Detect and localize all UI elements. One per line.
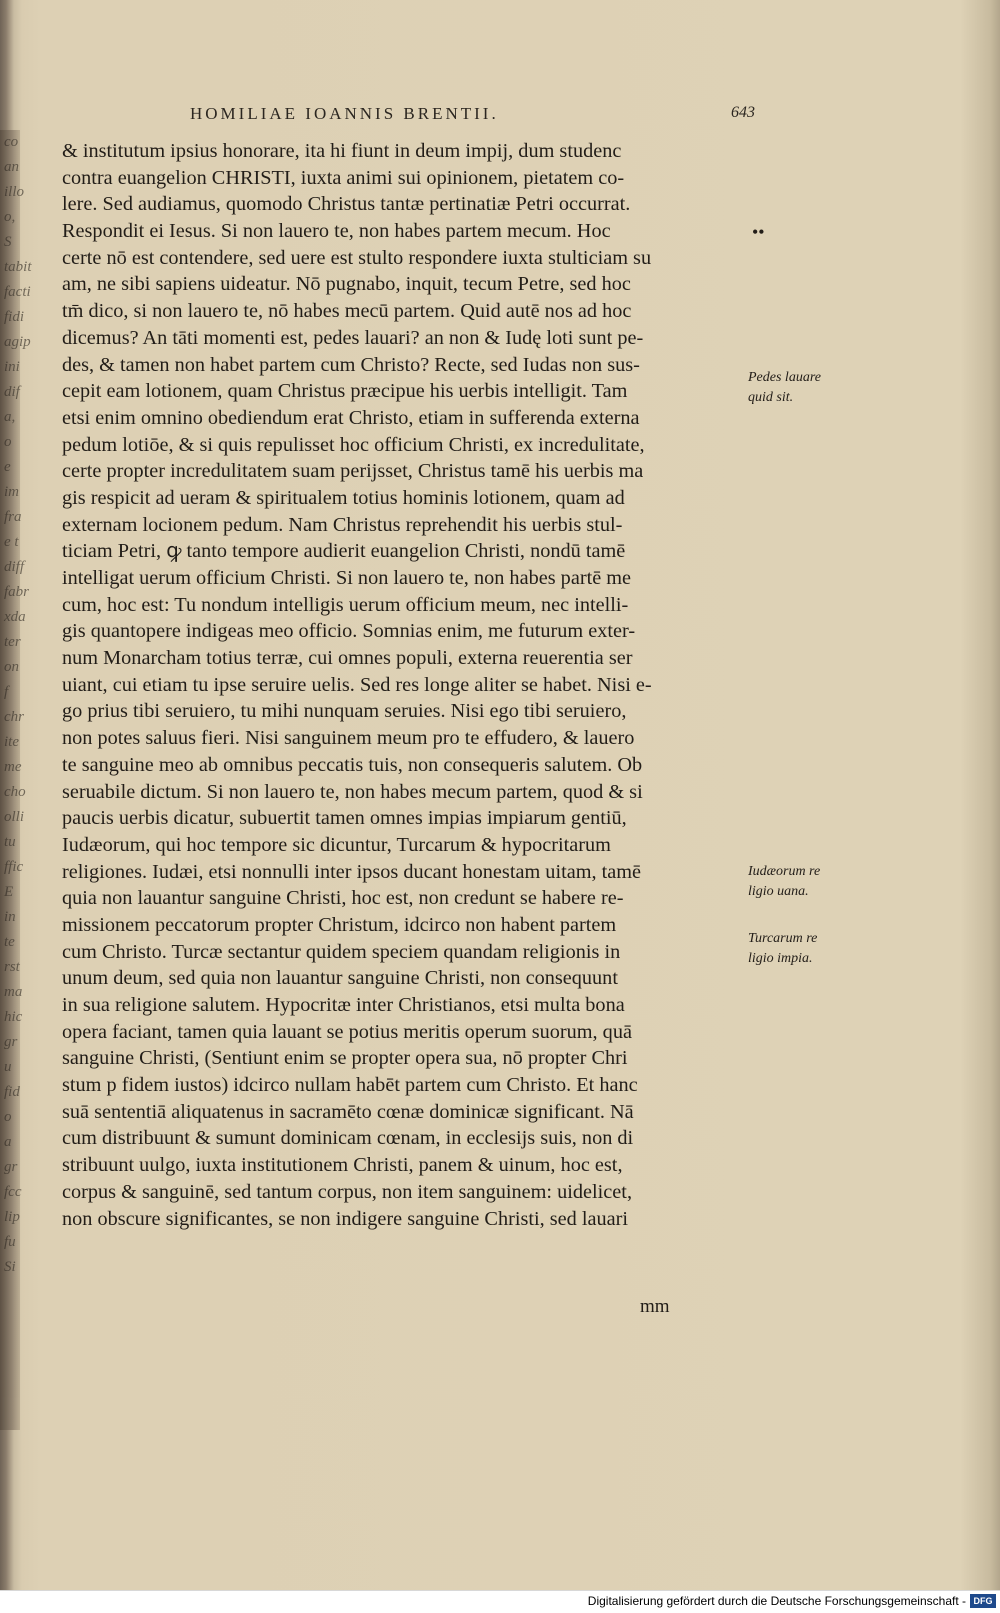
facing-page-fragment: an [4,159,19,175]
text-line: Respondit ei Iesus. Si non lauero te, non habes partem mecum. Hoc [62,220,611,243]
facing-page-fragment: ma [4,984,23,1000]
text-line: quia non lauantur sanguine Christi, hoc est, non credunt se habere re- [62,887,624,910]
facing-page-fragment: agip [4,334,31,350]
facing-page-fragment: fid [4,1084,20,1100]
facing-page-fragment: in [4,909,16,925]
footer-bar [0,1590,1000,1613]
text-line: religiones. Iudæi, etsi nonnulli inter ipsos ducant honestam uitam, tamē [62,860,642,883]
facing-page-fragment: diff [4,559,25,575]
text-line: gis respicit ad ueram & spiritualem totius hominis lotionem, quam ad [62,486,625,509]
facing-page-fragment: ini [4,359,20,375]
text-line: cepit eam lotionem, quam Christus præcipue his uerbis intelligit. Tam [62,380,628,403]
text-line: in sua religione salutem. Hypocritæ inter Christianos, etsi multa bona [62,994,625,1016]
facing-page-fragment: o, S [4,209,16,250]
marginal-mark: •• [752,222,765,242]
margin-note-turcarum [748,929,858,969]
facing-page-fragment: im [4,484,19,500]
facing-page-fragment: fabr [4,584,30,600]
text-line: cum distribuunt & sumunt dominicam cœnam, in ecclesijs suis, non di [62,1127,634,1150]
text-line: externam locionem pedum. Nam Christus reprehendit his uerbis stul- [62,513,623,536]
facing-page-fragment: ter [4,634,21,650]
facing-page-fragment: lip [4,1209,20,1225]
margin-note-iudaeorum [748,862,858,902]
text-line: Iudæorum, qui hoc tempore sic dicuntur, Turcarum & hypocritarum [62,833,611,856]
catchword: mm [640,1296,670,1317]
facing-page-fragment: tu [4,834,16,850]
body-text [62,138,762,1232]
facing-page-fragment: dif [4,384,20,400]
text-line: sanguine Christi, (Sentiunt enim se propter opera sua, nō propter Chri [62,1047,628,1070]
text-line: etsi enim omnino obediendum erat Christo, etiam in sufferenda externa [62,406,640,429]
facing-page-fragment: fu [4,1234,16,1250]
text-line: paucis uerbis dicatur, subuertit tamen omnes impias impiarum gentiū, [62,807,627,830]
facing-page-fragment: ffic [4,859,24,875]
margin-note-line: Pedes lauare [748,370,821,385]
text-line: contra euangelion CHRISTI, iuxta animi sui opinionem, pietatem co- [62,166,625,189]
facing-page-edge [0,130,32,1430]
margin-note-line: ligio impia. [748,951,813,966]
margin-note-line: Turcarum re [748,931,818,946]
facing-page-fragment: hic [4,1009,23,1025]
text-line: certe propter incredulitatem suam perijsset, Christus tamē his uerbis ma [62,460,644,483]
facing-page-fragment: E [4,884,14,900]
facing-page-fragment: cho [4,784,26,800]
facing-page-fragment: fcc [4,1184,22,1200]
facing-page-fragment: chr [4,709,24,725]
text-line: dicemus? An tāti momenti est, pedes lauari? an non & Iudę loti sunt pe- [62,326,644,349]
facing-page-fragment: illo [4,184,25,200]
text-line: am, ne sibi sapiens uideatur. Nō pugnabo, inquit, tecum Petre, sed hoc [62,273,631,296]
facing-page-fragment: gr [4,1034,18,1050]
facing-page-fragment: fidi [4,309,25,325]
margin-note-line: quid sit. [748,390,794,405]
facing-page-fragment: xda [4,609,26,625]
margin-note-line: Iudæorum re [748,864,821,879]
text-line: uiant, cui etiam tu ipse seruire uelis. Sed res longe aliter se habet. Nisi e- [62,673,652,696]
text-line: corpus & sanguinē, sed tantum corpus, non item sanguinem: uidelicet, [62,1180,633,1203]
text-line: cum Christo. Turcæ sectantur quidem speciem quandam religionis in [62,940,621,963]
text-line: lere. Sed audiamus, quomodo Christus tantæ pertinatiæ Petri occurrat. [62,193,631,216]
folio-number: 643 [731,104,755,121]
dfg-logo[interactable]: DFG [970,1594,996,1608]
footer-credit: Digitalisierung gefördert durch die Deutsche Forschungsgemeinschaft - [587,1594,966,1608]
facing-page-fragment: on f [4,659,19,700]
margin-note-pedes-lauare [748,368,858,408]
text-line: go prius tibi seruiero, tu mihi nunquam seruies. Nisi ego tibi seruiero, [62,700,627,723]
facing-page-fragment: gr [4,1159,18,1175]
text-line: seruabile dictum. Si non lauero te, non habes mecum partem, quod & si [62,780,643,803]
facing-page-fragment: fra [4,509,22,525]
text-line: stum p fidem iustos) idcirco nullam habēt partem cum Christo. Et hanc [62,1074,638,1097]
margin-note-line: ligio uana. [748,884,809,899]
text-line: cum, hoc est: Tu nondum intelligis uerum officium meum, nec intelli- [62,593,629,616]
text-line: missionem peccatorum propter Christum, idcirco non habent partem [62,913,617,936]
text-line: non obscure significantes, se non indigere sanguine Christi, sed lauari [62,1207,629,1230]
facing-page-fragment: te [4,934,15,950]
facing-page-fragment: tabit [4,259,32,275]
facing-page-fragment: rst [4,959,20,975]
facing-page-fragment: olli [4,809,25,825]
text-line: intelligat uerum officium Christi. Si non lauero te, non habes partē me [62,567,632,589]
text-line: certe nō est contendere, sed uere est stulto respondere iuxta stulticiam su [62,246,652,269]
text-line: opera faciant, tamen quia lauant se potius meritis operum suorum, quā [62,1020,632,1043]
facing-page-fragment: e [4,459,11,475]
facing-page-fragment: e t [4,534,19,550]
facing-page-fragment: u [4,1059,12,1075]
text-line: unum deum, sed quia non lauantur sanguine Christi, non consequunt [62,967,618,990]
text-line: suā sententiā aliquatenus in sacramēto cœnæ dominicæ significant. Nā [62,1100,634,1123]
facing-page-fragment: me [4,759,22,775]
text-line: pedum lotiōe, & si quis repulisset hoc officium Christi, ex incredulitate, [62,433,645,456]
facing-page-fragment: facti [4,284,31,300]
text-line: te sanguine meo ab omnibus peccatis tuis, non consequeris salutem. Ob [62,753,643,776]
text-line: & institutum ipsius honorare, ita hi fiunt in deum impij, dum studenc [62,140,622,162]
text-line: ticiam Petri, ꝙ tanto tempore audierit euangelion Christi, nondū tamē [62,540,626,563]
text-line: des, & tamen non habet partem cum Christo? Recte, sed Iudas non sus- [62,353,640,376]
facing-page-fragment: Si [4,1259,16,1275]
text-line: tm̄ dico, si non lauero te, nō habes mecū partem. Quid autē nos ad hoc [62,300,632,323]
facing-page-fragment: a, o [4,409,16,450]
text-line: num Monarcham totius terræ, cui omnes populi, externa reuerentia ser [62,647,633,670]
facing-page-fragment: ite [4,734,19,750]
facing-page-fragment: a [4,1134,12,1150]
text-line: non potes saluus fieri. Nisi sanguinem meum pro te effudero, & lauero [62,727,635,750]
text-line: gis quantopere indigeas meo officio. Somnias enim, me futurum exter- [62,620,636,643]
facing-page-fragment: co [4,134,19,150]
text-line: stribuunt uulgo, iuxta institutionem Christi, panem & uinum, hoc est, [62,1154,623,1177]
running-head: HOMILIAE IOANNIS BRENTII. [190,104,499,123]
facing-page-fragment: o [4,1109,12,1125]
